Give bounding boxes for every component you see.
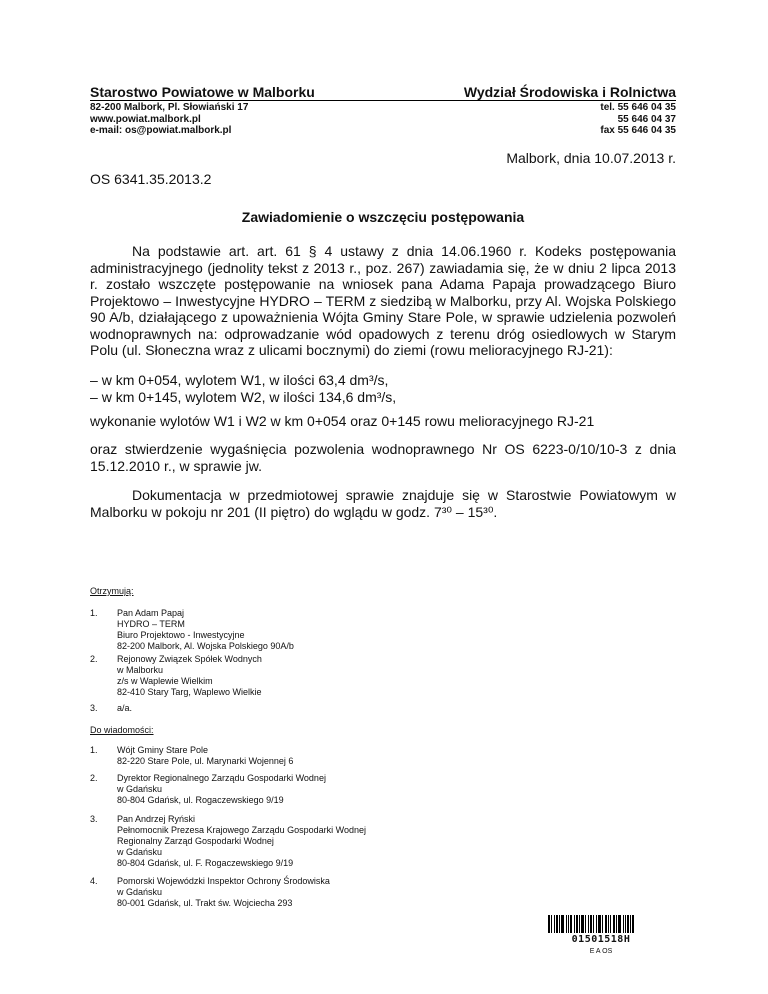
item-number: 3. — [90, 814, 98, 824]
office-address: 82-200 Malbork, Pl. Słowiański 17 — [90, 102, 249, 113]
recipients-heading: Otrzymują: — [90, 586, 134, 596]
phone-1: tel. 55 646 04 35 — [600, 102, 676, 113]
document-title: Zawiadomienie o wszczęciu postępowania — [241, 209, 525, 225]
date-line: Malbork, dnia 10.07.2013 r. — [506, 150, 676, 166]
documentation-paragraph: Dokumentacja w przedmiotowej sprawie znajduje się w Starostwie Powiatowym w Malborku w pokoju nr 201 (II piętro) do wglądu w godz. 7³⁰ – 15³⁰. — [90, 487, 676, 520]
list-item: 1. Wójt Gminy Stare Pole 82-220 Stare Pole, ul. Marynarki Wojennej 6 — [90, 745, 294, 766]
list-item: – w km 0+145, wylotem W2, w ilości 134,6 dm³/s, — [90, 388, 397, 405]
fax: fax 55 646 04 35 — [600, 125, 676, 136]
dash-bullet: – — [90, 372, 102, 388]
office-contact — [90, 102, 248, 137]
barcode-number: 01501518H — [571, 934, 631, 945]
item-number: 1. — [90, 608, 98, 618]
intro-paragraph: Na podstawie art. art. 61 § 4 ustawy z dnia 14.06.1960 r. Kodeks postępowania administracyjnego (jednolity tekst z 2013 r., poz. 267) zawiadamia się, że w dniu 2 lipca 2013 r. zostało wszczęte postępowanie na wniosek pana Adama Papaja prowadzącego Biuro Projektowo – Inwestycyjne HYDRO – TERM z siedzibą w Malborku, przy Al. Wojska Polskiego 90 A/b, działającego z upoważnienia Wójta Gminy Stare Pole, w sprawie udzielenia pozwoleń wodnoprawnych na: odprowadzanie wód opadowych z terenu dróg osiedlowych w Starym Polu (ul. Słoneczna wraz z ulicami bocznymi) do ziemi (rowu melioracyjnego RJ-21): — [90, 243, 676, 358]
item-number: 1. — [90, 745, 98, 755]
discharge-list — [90, 372, 676, 405]
item-number: 2. — [90, 654, 98, 664]
info-heading: Do wiadomości: — [90, 725, 154, 735]
list-item: 2. Rejonowy Związek Spółek Wodnych w Malborku z/s w Waplewie Wielkim 82-410 Stary Targ, Waplewo Wielkie — [90, 654, 262, 697]
list-item: 4. Pomorski Wojewódzki Inspektor Ochrony Środowiska w Gdańsku 80-001 Gdańsk, ul. Trakt św. Wojciecha 293 — [90, 876, 330, 908]
case-reference: OS 6341.35.2013.2 — [90, 171, 212, 187]
list-item: 2. Dyrektor Regionalnego Zarządu Gospodarki Wodnej w Gdańsku 80-804 Gdańsk, ul. Rogaczewskiego 9/19 — [90, 773, 326, 805]
barcode-image — [548, 915, 654, 933]
list-item: 3. Pan Andrzej Ryński Pełnomocnik Prezesa Krajowego Zarządu Gospodarki Wodnej Regionalny Zarząd Gospodarki Wodnej w Gdańsku 80-804 Gdańsk, ul. F. Rogaczewskiego 9/19 — [90, 814, 366, 868]
list-item: – w km 0+054, wylotem W1, w ilości 63,4 dm³/s, — [90, 372, 389, 388]
phone-2: 55 646 04 37 — [617, 113, 676, 125]
dash-bullet: – — [90, 388, 102, 405]
expiry-paragraph: oraz stwierdzenie wygaśnięcia pozwolenia wodnoprawnego Nr OS 6223-0/10/10-3 z dnia 15.12.2010 r., w sprawie jw. — [90, 441, 676, 474]
item-number: 2. — [90, 773, 98, 783]
list-item: 1. Pan Adam Papaj HYDRO – TERM Biuro Projektowo - Inwestycyjne 82-200 Malbork, Al. Wojska Polskiego 90A/b — [90, 608, 294, 651]
barcode-caption: E A OS — [589, 948, 613, 955]
list-item: 3. a/a. — [90, 703, 133, 713]
item-number: 3. — [90, 703, 98, 713]
office-website: www.powiat.malbork.pl — [90, 113, 201, 125]
item-number: 4. — [90, 876, 98, 886]
office-name: Starostwo Powiatowe w Malborku — [90, 84, 315, 100]
department-name: Wydział Środowiska i Rolnictwa — [463, 84, 676, 100]
department-contact — [600, 102, 676, 137]
office-email: e-mail: os@powiat.malbork.pl — [90, 125, 232, 136]
works-paragraph: wykonanie wylotów W1 i W2 w km 0+054 oraz 0+145 rowu melioracyjnego RJ-21 — [90, 413, 595, 429]
header-rule — [90, 100, 676, 101]
